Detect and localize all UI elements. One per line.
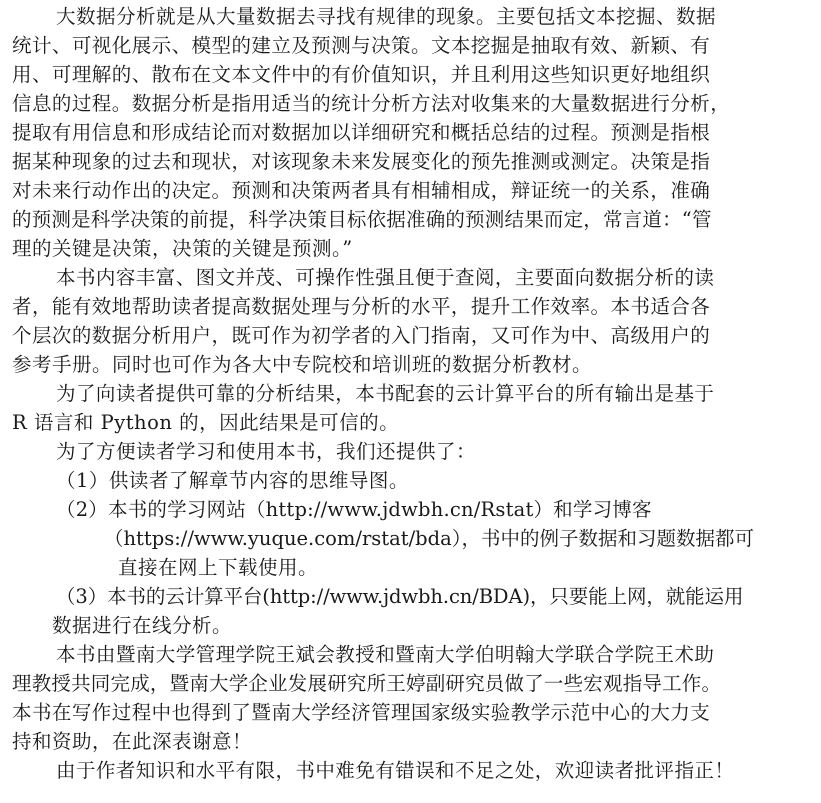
list-item-continuation: 数据进行在线分析。 <box>52 614 233 637</box>
text-line: 对未来行动作出的决定。预测和决策两者具有相辅相成，辩证统一的关系，准确 <box>12 179 711 202</box>
text-line: 为了方便读者学习和使用本书，我们还提供了： <box>56 440 477 463</box>
text-line: 由于作者知识和水平有限，书中难免有错误和不足之处，欢迎读者批评指正！ <box>56 759 735 782</box>
text-line: 参考手册。同时也可作为各大中专院校和培训班的数据分析教材。 <box>12 353 593 376</box>
text-line: 本书在写作过程中也得到了暨南大学经济管理国家级实验教学示范中心的大力支 <box>12 701 711 724</box>
list-item: （1）供读者了解章节内容的思维导图。 <box>56 469 409 492</box>
list-item: （2）本书的学习网站（http://www.jdwbh.cn/Rstat）和学习博客 <box>56 498 652 521</box>
text-line: 的预测是科学决策的前提，科学决策目标依据准确的预测结果而定，常言道：“管 <box>12 208 712 231</box>
text-line: 用、可理解的、散布在文本文件中的有价值知识，并且利用这些知识更好地组织 <box>12 63 711 86</box>
text-line: R 语言和 Python 的，因此结果是可信的。 <box>12 411 400 434</box>
text-line: 本书由暨南大学管理学院王斌会教授和暨南大学伯明翰大学联合学院王术助 <box>56 643 715 666</box>
text-line: 为了向读者提供可靠的分析结果，本书配套的云计算平台的所有输出是基于 <box>56 382 715 405</box>
text-line: 据某种现象的过去和现状，对该现象未来发展变化的预先推测或测定。决策是指 <box>12 150 711 173</box>
list-item-continuation: （https://www.yuque.com/rstat/bda），书中的例子数据和习题数据都可 <box>104 527 755 550</box>
list-item-continuation: 直接在网上下载使用。 <box>118 556 319 579</box>
text-line: 个层次的数据分析用户，既可作为初学者的入门指南，又可作为中、高级用户的 <box>12 324 711 347</box>
text-line: 本书内容丰富、图文并茂、可操作性强且便于查阅，主要面向数据分析的读 <box>56 266 715 289</box>
text-line: 持和资助，在此深表谢意！ <box>12 730 253 753</box>
text-line: 理的关键是决策，决策的关键是预测。” <box>12 237 353 260</box>
list-item: （3）本书的云计算平台(http://www.jdwbh.cn/BDA)，只要能上网，就能运用 <box>56 585 744 608</box>
text-line: 理教授共同完成，暨南大学企业发展研究所王婷副研究员做了一些宏观指导工作。 <box>12 672 722 695</box>
text-line: 提取有用信息和形成结论而对数据加以详细研究和概括总结的过程。预测是指根 <box>12 121 711 144</box>
text-line: 者，能有效地帮助读者提高数据处理与分析的水平，提升工作效率。本书适合各 <box>12 295 711 318</box>
text-line: 统计、可视化展示、模型的建立及预测与决策。文本挖掘是抽取有效、新颖、有 <box>12 34 711 57</box>
text-line: 大数据分析就是从大量数据去寻找有规律的现象。主要包括文本挖掘、数据 <box>56 5 717 28</box>
text-line: 信息的过程。数据分析是指用适当的统计分析方法对收集来的大量数据进行分析， <box>12 92 731 115</box>
